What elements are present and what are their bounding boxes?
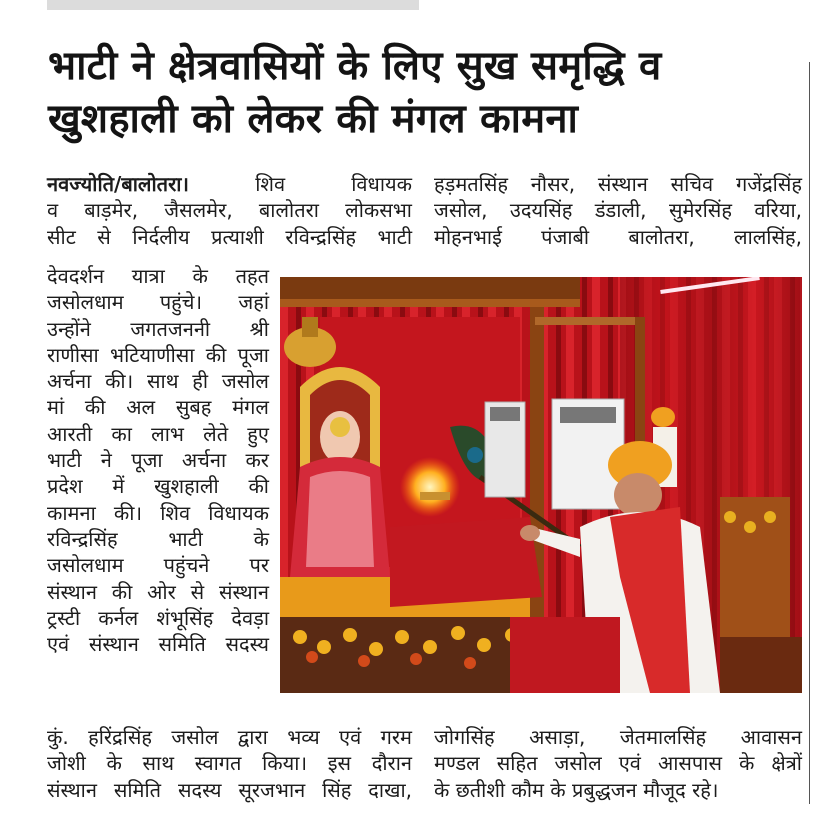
article-col1-bottom <box>47 724 412 803</box>
text-line: मण्डल सहित जसोल एवं आसपास के क्षेत्रों <box>434 751 802 776</box>
text-line: ट्रस्टी कर्नल शंभूसिंह देवड़ा <box>47 605 269 630</box>
text-line: जसोलधाम पहुंचे। जहां <box>47 290 269 315</box>
article-col2-bottom <box>434 724 802 803</box>
text-line: जोशी के साथ स्वागत किया। इस दौरान <box>47 751 412 776</box>
text-line: मां की अल सुबह मंगल <box>47 395 269 420</box>
text-line: संस्थान की ओर से संस्थान <box>47 579 269 604</box>
text-line: जसोल, उदयसिंह डंडाली, सुमेरसिंह वरिया, <box>434 198 802 223</box>
text-line: हड़मतसिंह नौसर, संस्थान सचिव गजेंद्रसिंह <box>434 172 802 196</box>
text-line: अर्चना की। साथ ही जसोल <box>47 369 269 394</box>
text-line: उन्होंने जगतजननी श्री <box>47 316 269 341</box>
headline-line-2: खुशहाली को लेकर की मंगल कामना <box>48 96 579 142</box>
top-gray-bar <box>47 0 419 10</box>
text-line: प्रदेश में खुशहाली की <box>47 474 269 499</box>
temple-worship-illustration <box>280 277 802 693</box>
text-line: आरती का लाभ लेते हुए <box>47 421 269 446</box>
text-line: कुं. हरिंद्रसिंह जसोल द्वारा भव्य एवं गरम <box>47 725 412 749</box>
text-line: नवज्योति/बालोतरा। शिव विधायक <box>47 172 412 196</box>
text-line: राणीसा भटियाणीसा की पूजा <box>47 342 269 367</box>
headline <box>48 40 808 146</box>
text-line: जसोलधाम पहुंचने पर <box>47 553 269 578</box>
text-line: कामना की। शिव विधायक <box>47 500 269 525</box>
text-line: रविन्द्रसिंह भाटी के <box>47 526 269 551</box>
news-photo <box>280 277 802 693</box>
text-line: मोहनभाई पंजाबी बालोतरा, लालसिंह, <box>434 224 802 249</box>
text-line: संस्थान समिति सदस्य सूरजभान सिंह दाखा, <box>47 777 412 802</box>
article-col2-top <box>434 171 802 250</box>
text-line: एवं संस्थान समिति सदस्य <box>47 632 269 657</box>
dateline: नवज्योति/बालोतरा। <box>47 172 190 196</box>
text-line: सीट से निर्दलीय प्रत्याशी रविन्द्रसिंह भाटी <box>47 224 412 249</box>
headline-line-1: भाटी ने क्षेत्रवासियों के लिए सुख समृद्धि व <box>48 43 662 89</box>
text-line: जोगसिंह असाड़ा, जेतमालसिंह आवासन <box>434 725 802 749</box>
column-rule <box>809 62 810 804</box>
text-line: देवदर्शन यात्रा के तहत <box>47 264 269 288</box>
article-col1-narrow <box>47 263 269 657</box>
text-line: व बाड़मेर, जैसलमेर, बालोतरा लोकसभा <box>47 198 412 223</box>
text-line: के छतीशी कौम के प्रबुद्धजन मौजूद रहे। <box>434 777 719 802</box>
text-line: भाटी ने पूजा अर्चना कर <box>47 448 269 473</box>
article-col1-top <box>47 171 412 250</box>
